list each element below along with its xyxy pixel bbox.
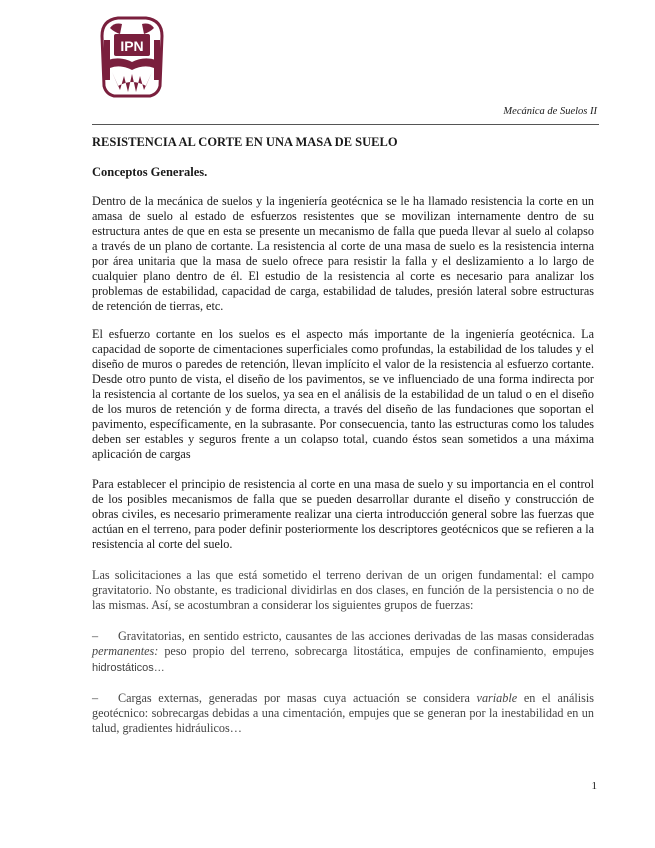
paragraph-3: Para establecer el principio de resistencia al corte en una masa de suelo y su importancia en el control de los posibles mecanismos de falla que se pueden desarrollar durante el diseño y construcción de obras civiles, es necesario primeramente realizar una cierta introducción general sobre las fuerzas que actúan en el terreno, para poder definir posteriormente los descriptores geotécnicos que se refieren a la resistencia al corte del suelo.	[92, 477, 594, 551]
list-item	[92, 629, 594, 676]
list-item	[92, 691, 594, 736]
list-item-1-text-a: Gravitatorias, en sentido estricto, causantes de las acciones derivadas de las masas consideradas	[118, 629, 594, 643]
paragraph-2: El esfuerzo cortante en los suelos es el aspecto más importante de la ingeniería geotécnica. La capacidad de soporte de cimentaciones superficiales como profundas, la estabilidad de los taludes y el diseño de muros o paredes de retención, llevan implícito el valor de la resistencia al esfuerzo cortante. Desde otro punto de vista, el diseño de los pavimentos, se ve influenciado de una forma indirecta por la resistencia al cortante de los suelos, ya sea en el análisis de la estabilidad de un talud o en el diseño de los muros de retención y de forma directa, a través del diseño de las fundaciones que soportan el pavimento, específicamente, en la subrasante. Por consecuencia, tanto las estructuras como los taludes deben ser estables y seguros frente a un colapso total, cuando éstos sean sometidos a una máxima aplicación de cargas	[92, 327, 594, 461]
header-subject: Mecánica de Suelos II	[503, 106, 597, 117]
list-item-2-text-b: en el análisis geotécnico: sobrecargas debidas a una cimentación, empujes que se generan por la inestabilidad en un talud, gradientes hidráulicos…	[92, 691, 594, 735]
list-item-1-text-c: miento, empujes hidrostáticos…	[92, 646, 594, 674]
list-item-2-emphasis: variable	[476, 691, 518, 705]
header-divider	[92, 124, 599, 125]
ipn-logo	[100, 16, 164, 98]
paragraph-1: Dentro de la mecánica de suelos y la ingeniería geotécnica se le ha llamado resistencia la corte en un amasa de suelo al estado de esfuerzos resistentes que se movilizan internamente dentro de su estructura antes de que en esta se presente un mecanismo de falla que pueda llevar al suelo al colapso a través de un plano de cortante. La resistencia al corte de una masa de suelo es la resistencia interna por área unitaria que la masa de suelo ofrece para resistir la falla y el deslizamiento a lo largo de cualquier plano dentro de él. El estudio de la resistencia al corte es necesario para analizar los problemas de estabilidad, capacidad de carga, estabilidad de taludes, presión lateral sobre estructuras de retención de tierras, etc.	[92, 194, 594, 313]
section-heading: Conceptos Generales.	[92, 165, 208, 179]
list-dash: –	[92, 691, 99, 705]
list-item-2-text-a: Cargas externas, generadas por masas cuya actuación se considera	[118, 691, 477, 705]
page-number: 1	[591, 780, 597, 792]
logo-text: IPN	[120, 38, 144, 54]
list-dash: –	[92, 629, 99, 643]
document-body	[92, 134, 594, 736]
paragraph-4: Las solicitaciones a las que está sometido el terreno derivan de un origen fundamental: el campo gravitatorio. No obstante, es tradicional dividirlas en dos clases, en función de la persistencia o no de las mismas. Así, se acostumbran a considerar los siguientes grupos de fuerzas:	[92, 568, 594, 612]
list-item-1-emphasis: permanentes:	[92, 644, 159, 658]
list-item-1-text-b: peso propio del terreno, sobrecarga litostática, empujes de confina	[158, 644, 511, 658]
document-title: RESISTENCIA AL CORTE EN UNA MASA DE SUELO	[92, 135, 398, 149]
